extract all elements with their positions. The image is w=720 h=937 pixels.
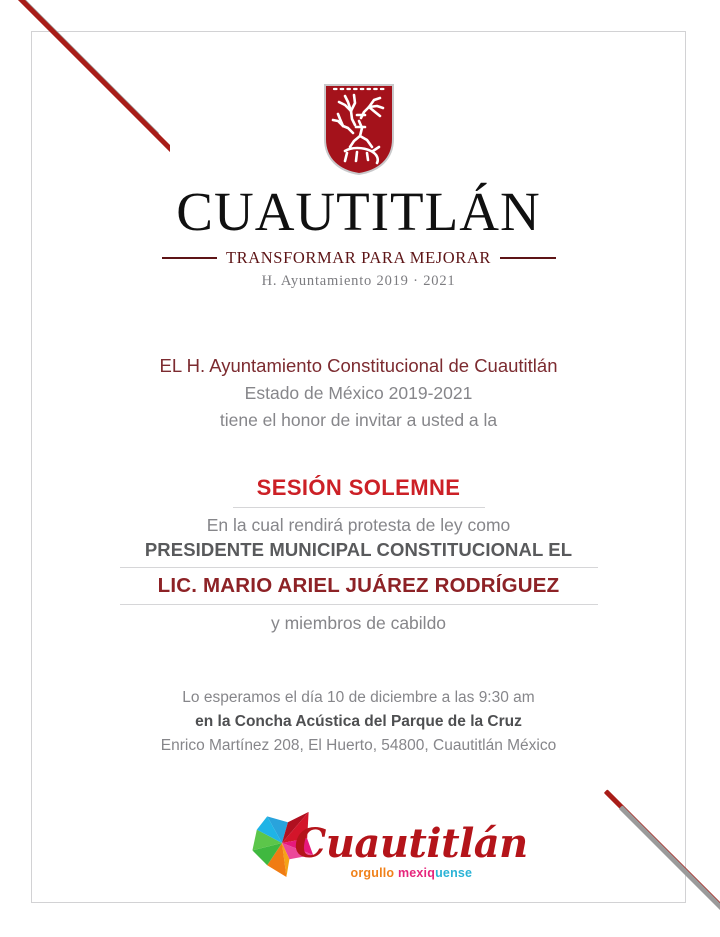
city-wordmark: CUAUTITLÁN [176, 181, 541, 242]
rule-below-name [120, 604, 598, 605]
event-details [161, 686, 556, 758]
brand-slogan-part-3: uense [435, 866, 473, 881]
tagline-text: TRANSFORMAR PARA MEJORAR [225, 248, 492, 267]
event-venue: en la Concha Acústica del Parque de la Cruz [195, 713, 522, 731]
brand-slogan-part-2: mexiq [397, 866, 436, 881]
session-title: SESIÓN SOLEMNE [256, 475, 461, 501]
intro-block [160, 352, 558, 433]
session-subtitle: En la cual rendirá protesta de ley como [206, 515, 511, 536]
tagline-rule-left [162, 257, 217, 259]
session-block [31, 475, 686, 634]
invitation-content [31, 31, 686, 903]
brand-slogan-part-1: orgullo [350, 866, 398, 881]
intro-line-1: EL H. Ayuntamiento Constitucional de Cuautitlán [159, 355, 558, 376]
brand-script-wordmark: Cuautitlán [294, 820, 528, 868]
rule-under-session-title [233, 507, 485, 508]
tagline-rule-right [500, 257, 555, 259]
rule-above-name [120, 567, 598, 568]
administration-period: H. Ayuntamiento 2019 · 2021 [261, 273, 456, 289]
president-name: LIC. MARIO ARIEL JUÁREZ RODRÍGUEZ [157, 574, 560, 598]
brand-slogan [351, 866, 473, 880]
session-role: PRESIDENTE MUNICIPAL CONSTITUCIONAL EL [144, 539, 573, 561]
event-address: Enrico Martínez 208, El Huerto, 54800, Cuautitlán México [160, 737, 557, 755]
city-brand-logo [239, 806, 528, 890]
coat-of-arms-icon [321, 81, 397, 177]
intro-line-2: Estado de México 2019-2021 [244, 383, 473, 404]
masthead [162, 81, 556, 290]
session-members: y miembros de cabildo [270, 613, 447, 634]
tagline-row [162, 248, 556, 268]
intro-line-3: tiene el honor de invitar a usted a la [219, 409, 498, 430]
event-datetime: Lo esperamos el día 10 de diciembre a las 9:30 am [182, 689, 535, 707]
